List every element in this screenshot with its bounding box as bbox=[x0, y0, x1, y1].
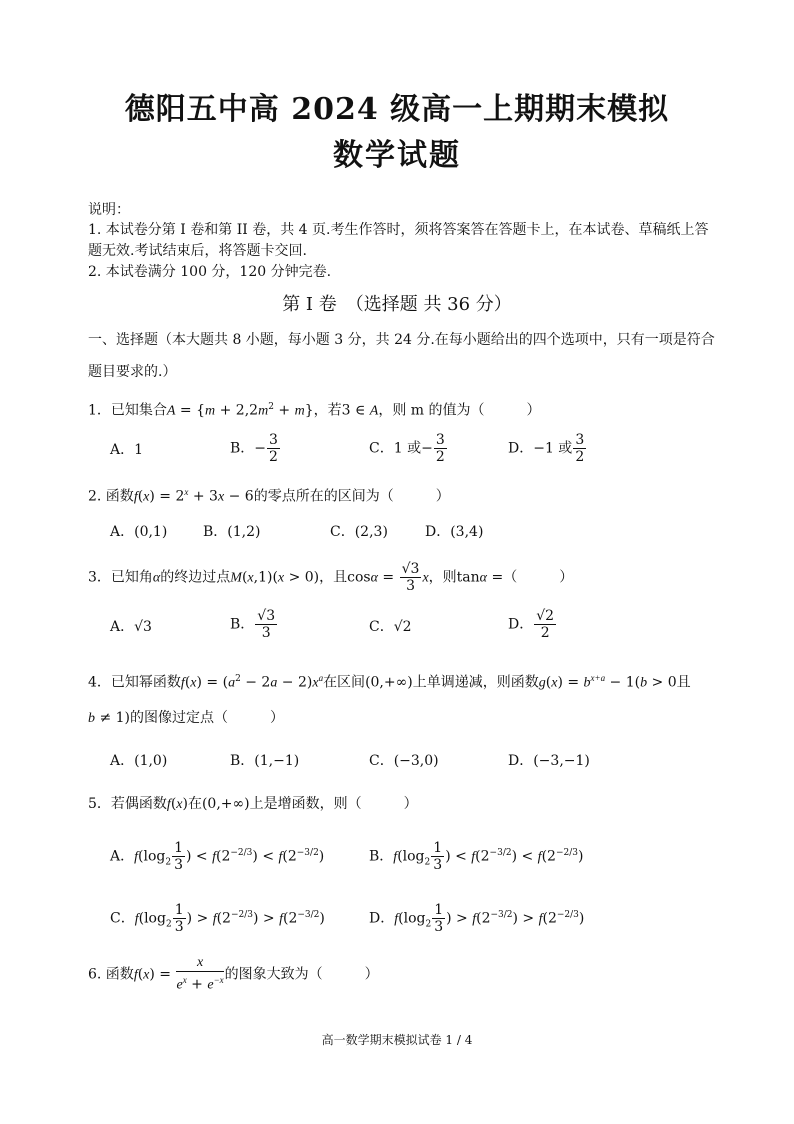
exam-title: 德阳五中高 2024 级高一上期期末模拟 bbox=[124, 92, 670, 127]
q2-option-a: A．(0,1) bbox=[110, 524, 168, 540]
q4-option-c: C．(−3,0) bbox=[369, 753, 439, 769]
q5-option-d: D．$f(\log_2$ $\frac{1}{3}$ ) > $f(2^{-3/2}) > f(2^{-2/3})$ bbox=[369, 902, 585, 935]
exam-subtitle: 数学试题 bbox=[333, 138, 461, 173]
section-title: 第 I 卷 （选择题 共 36 分） bbox=[282, 294, 512, 315]
section-intro-line1: 一、选择题（本大题共 8 小题，每小题 3 分，共 24 分.在每小题给出的四个选项中，只有一项是符合 bbox=[88, 332, 715, 348]
q3-option-d: D． $\frac{√2}{2}$ bbox=[508, 608, 555, 641]
instruction-1-line2: 题无效.考试结束后，将答题卡交回. bbox=[88, 243, 307, 259]
q2-option-d: D．(3,4) bbox=[425, 524, 484, 540]
q4-option-b: B．(1,−1) bbox=[230, 753, 300, 769]
q3-option-c: C．√2 bbox=[369, 619, 412, 635]
q1-option-c: C．1 或− $\frac{3}{2}$ bbox=[369, 432, 445, 465]
q5-option-a: A．$f(\log_2$ $\frac{1}{3}$ ) < $f(2^{-2/3}) < f(2^{-3/2})$ bbox=[110, 840, 325, 873]
question-2: 2. 函数$f(x) = 2^x + 3x - 6$的零点所在的区间为（ ） bbox=[88, 487, 450, 505]
instruction-2: 2. 本试卷满分 100 分，120 分钟完卷. bbox=[88, 264, 332, 280]
page-footer: 高一数学期末模拟试卷 1 / 4 bbox=[321, 1033, 473, 1047]
q3-option-b: B． $\frac{√3}{3}$ bbox=[230, 608, 276, 641]
q2-option-c: C．(2,3) bbox=[330, 524, 388, 540]
q4-option-d: D．(−3,−1) bbox=[508, 753, 590, 769]
q5-option-c: C．$f(\log_2$ $\frac{1}{3}$ ) > $f(2^{-2/3}) > f(2^{-3/2})$ bbox=[110, 902, 325, 935]
q5-option-b: B．$f(\log_2$ $\frac{1}{3}$ ) < $f(2^{-3/2}) < f(2^{-2/3})$ bbox=[369, 840, 584, 873]
q1-option-d: D．−1 或 $\frac{3}{2}$ bbox=[508, 432, 585, 465]
q1-option-b: B．− $\frac{3}{2}$ bbox=[230, 432, 278, 465]
q4-option-a: A．(1,0) bbox=[110, 753, 168, 769]
question-6: 6. 函数f(x) = $\frac{x}{e^x + e^{-x}}$ 的图象大致为（ ） bbox=[88, 955, 379, 993]
section-intro-line2: 题目要求的.） bbox=[88, 364, 177, 380]
question-5: 5．若偶函数f(x)在(0,+∞)上是增函数，则（ ） bbox=[88, 796, 418, 812]
question-1: 1．已知集合$A = \{m + 2,2m^2 + m\}$，若3 ∈ A，则 m 的值为（ ） bbox=[88, 402, 541, 419]
instruction-1-line1: 1. 本试卷分第 I 卷和第 II 卷，共 4 页.考生作答时，须将答案答在答题卡上，在本试卷、草稿纸上答 bbox=[88, 222, 709, 238]
instructions-heading: 说明： bbox=[88, 202, 130, 218]
q2-option-b: B．(1,2) bbox=[203, 524, 261, 540]
question-4-line1: 4．已知幂函数$f(x) = (a^2 - 2a - 2)x^a$在区间(0,+∞)上单调递减，则函数$g(x) = b^{x+a} - 1(b > 0$且 bbox=[88, 673, 691, 691]
question-4-line2: b ≠ 1)的图像过定点（ ） bbox=[88, 710, 284, 726]
q1-option-a: A．1 bbox=[110, 442, 144, 458]
q3-option-a: A．√3 bbox=[110, 619, 152, 635]
question-3: 3．已知角α的终边过点M(x,1)(x > 0)，且cosα = $\frac{√3}{3}$ x，则tanα =（ ） bbox=[88, 561, 574, 594]
